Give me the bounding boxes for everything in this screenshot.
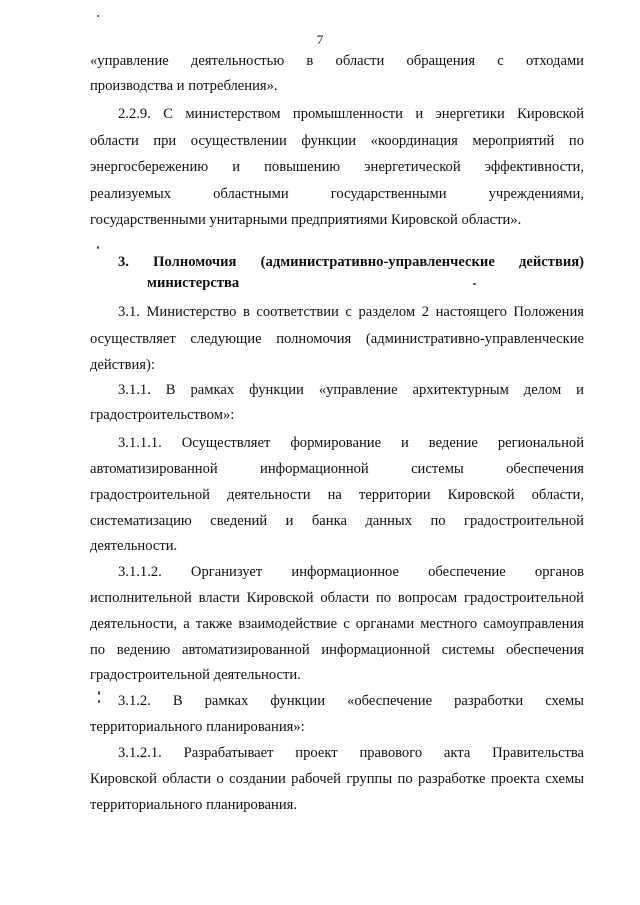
- text-line: государственными унитарными предприятиями Кировской области».: [90, 212, 522, 228]
- text-line: действия):: [90, 357, 155, 373]
- text-line: области при осуществлении функции «координация мероприятий по: [90, 133, 584, 149]
- text-line: территориального планирования.: [90, 797, 298, 813]
- text-line: автоматизированной информационной системы обеспечения: [90, 461, 584, 477]
- page-number: 7: [316, 32, 324, 47]
- scan-speck: [98, 691, 100, 695]
- scan-speck: [98, 700, 100, 703]
- text-line: деятельности.: [90, 538, 178, 554]
- text-line: энергосбережению и повышению энергетической эффективности,: [90, 159, 584, 175]
- text-line: территориального планирования»:: [90, 719, 305, 735]
- section-heading: министерства: [147, 275, 240, 291]
- text-line: реализуемых областными государственными учреждениями,: [90, 186, 584, 202]
- text-line: по ведению автоматизированной информационной системы обеспечения: [90, 642, 584, 658]
- text-line: Кировской области о создании рабочей группы по разработке проекта схемы: [90, 771, 584, 787]
- text-line: градостроительной деятельности на территории Кировской области,: [90, 487, 584, 503]
- text-line: исполнительной власти Кировской области по вопросам градостроительной: [90, 590, 584, 606]
- text-line: градостроительной деятельности.: [90, 667, 301, 683]
- text-line: 3.1. Министерство в соответствии с разделом 2 настоящего Положения: [118, 304, 584, 320]
- section-heading: 3. Полномочия (административно-управленческие действия): [118, 254, 584, 270]
- text-line: 3.1.1.1. Осуществляет формирование и ведение региональной: [118, 435, 584, 451]
- text-line: деятельности, а также взаимодействие с органами местного самоуправления: [90, 616, 584, 632]
- text-line: 3.1.2.1. Разрабатывает проект правового акта Правительства: [118, 745, 584, 761]
- scan-speck: [97, 246, 99, 249]
- text-line: 3.1.1.2. Организует информационное обеспечение органов: [118, 564, 584, 580]
- text-line: 2.2.9. С министерством промышленности и энергетики Кировской: [118, 106, 584, 122]
- scan-speck: [473, 283, 476, 285]
- text-line: градостроительством»:: [90, 407, 235, 423]
- text-line: систематизацию сведений и банка данных по градостроительной: [90, 513, 584, 529]
- text-line: «управление деятельностью в области обращения с отходами: [90, 53, 584, 69]
- scan-speck: [97, 15, 99, 17]
- text-line: 3.1.1. В рамках функции «управление архитектурным делом и: [118, 382, 584, 398]
- text-line: 3.1.2. В рамках функции «обеспечение разработки схемы: [118, 693, 584, 709]
- text-line: производства и потребления».: [90, 78, 278, 94]
- text-line: осуществляет следующие полномочия (административно-управленческие: [90, 331, 584, 347]
